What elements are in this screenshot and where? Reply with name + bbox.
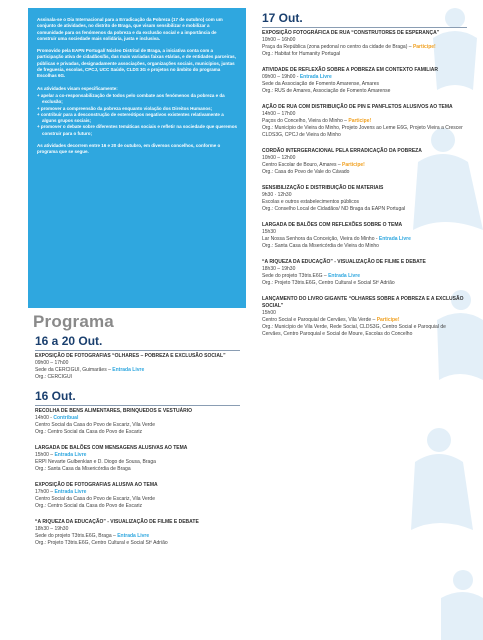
event-place-text: Sede da Associação de Fomento Amarense, Amares <box>262 81 380 87</box>
event-title: CORDÃO INTERGERACIONAL PELA ERRADICAÇÃO DA POBREZA <box>262 148 422 154</box>
event-title: “A RIQUEZA DA EDUCAÇÃO” - VISUALIZAÇÃO DE FILME E DEBATE <box>35 519 199 525</box>
programa-heading: Programa <box>33 312 114 331</box>
event-time-value: 10h00 – 16h00 <box>262 37 296 43</box>
event-organizer: Org.: RUS de Amares, Associação de Fomento Amarense <box>262 88 391 94</box>
event-title: “A RIQUEZA DA EDUCAÇÃO” - VISUALIZAÇÃO DE FILME E DEBATE <box>262 259 426 265</box>
entry-tag: Contribual <box>53 415 79 421</box>
event-place <box>262 199 467 206</box>
event-title: EXPOSIÇÃO FOTOGRÁFICA DE RUA “CONSTRUTORES DE ESPERANÇA” <box>262 30 440 36</box>
event-organizer: Org.: Habitat for Humanity Portugal <box>262 51 341 57</box>
event-organizer: Org.: Casa do Povo de Vale do Cávado <box>262 169 350 175</box>
entry-tag: Entrada Livre <box>112 367 145 373</box>
event-time-value: 15h00 – <box>35 452 55 458</box>
event-organizer: Org.: Município de Vila Verde, Rede Social, CLDS3G, Centro Social e Paroquial de Cervães, Centro Paroquial e Social de Moure, Escolas do Concelho <box>262 324 446 337</box>
intro-paragraph: As atividades decorrem entre 16 e 20 de outubro, em diversos concelhos, conforme o programa que se segue. <box>37 143 221 155</box>
entry-tag: Entrada Livre <box>54 489 87 495</box>
event-item <box>35 408 240 436</box>
event-place <box>262 317 467 324</box>
event-time <box>262 266 467 273</box>
event-time <box>35 415 240 422</box>
entry-tag: Participe! <box>342 162 365 168</box>
event-item <box>262 148 467 176</box>
event-place <box>262 273 467 280</box>
event-place <box>262 162 467 169</box>
event-title: LARGADA DE BALÕES COM REFLEXÕES SOBRE O TEMA <box>262 222 403 228</box>
event-item <box>35 519 240 547</box>
event-item <box>262 67 467 95</box>
event-place-text: Praça da República (zona pedonal no centro da cidade de Braga) – <box>262 44 413 50</box>
event-place-text: Sede do projeto T3tris.E6G, Braga – <box>35 533 118 539</box>
entry-tag: Participe! <box>348 118 372 124</box>
event-title: EXPOSIÇÃO DE FOTOGRAFIAS ALUSIVA AO TEMA <box>35 482 158 488</box>
event-item <box>262 185 467 213</box>
objective-item: + apelar a co-responsabilização de todos pelo combate aos fenómenos da pobreza e da exclusão; <box>37 92 225 105</box>
event-time <box>262 37 467 44</box>
event-title: RECOLHA DE BENS ALIMENTARES, BRINQUEDOS E VESTUÁRIO <box>35 408 193 414</box>
event-place-text: Sede do projeto T3tris.E6G – <box>262 273 329 279</box>
event-title: SENSIBILIZAÇÃO E DISTRIBUIÇÃO DE MATERIAIS <box>262 185 384 191</box>
event-time-value: 18h30 – 19h30 <box>35 526 69 532</box>
event-time <box>262 155 467 162</box>
event-place-text: Escolas e outros estabelecimentos públicos <box>262 199 359 205</box>
event-organizer: Org.: Projeto T3tris.E6G, Centro Cultural e Social Stº Adrião <box>262 280 395 286</box>
entry-tag: Entrada Livre <box>117 533 150 539</box>
event-organizer: Org.: Centro Social da Casa do Povo de Escariz <box>35 429 142 435</box>
event-place <box>35 533 240 540</box>
entry-tag: Entrada Livre <box>299 74 332 80</box>
intro-paragraph: As atividades visam especificamente: <box>37 85 118 91</box>
event-time-value: 15h00 <box>262 310 276 316</box>
event-time <box>262 192 467 199</box>
event-time <box>35 452 240 459</box>
event-time <box>35 360 240 367</box>
program-column-right <box>262 12 467 347</box>
event-time <box>262 111 467 118</box>
entry-tag: Entrada Livre <box>54 452 87 458</box>
event-time-value: 14h00 - <box>35 415 54 421</box>
event-place <box>35 422 240 429</box>
event-time <box>262 229 467 236</box>
event-place-text: Sede da CERCIGUI, Guimarães – <box>35 367 113 373</box>
event-place-text: Centro Social da Casa do Povo de Escariz, Vila Verde <box>35 496 155 502</box>
event-place <box>35 496 240 503</box>
date-heading: 17 Out. <box>262 11 303 25</box>
intro-paragraph: Promovido pela EAPN Portugal/ Núcleo Distrital de Braga, a iniciativa conta com a participação ativa de cidadãos/ãs, das mais variadas faixas etárias, e de entidades parceiras, públicas e privadas, designadamente associações, organizações sociais, municípios, juntas de freguesia, escolas, CPCJ, UCC Saúde, CLDS 3G e projetos no âmbito do programa Escolhas 6G. <box>37 48 236 79</box>
event-organizer: Org.: Conselho Local de Cidadãos/ ND Braga da EAPN Portugal <box>262 206 406 212</box>
event-organizer: Org.: CERCIGUI <box>35 374 72 380</box>
event-title: ATIVIDADE DE REFLEXÃO SOBRE A POBREZA EM CONTEXTO FAMILIAR <box>262 67 438 73</box>
event-time-value: 14h00 – 17h00 <box>262 111 296 117</box>
event-place <box>35 367 240 374</box>
event-time <box>262 310 467 317</box>
date-heading: 16 a 20 Out. <box>35 334 103 348</box>
event-place-text: ERPI Nevarte Gulbenkian e D. Diogo de Sousa, Braga <box>35 459 156 465</box>
event-item <box>262 104 467 139</box>
event-item <box>35 445 240 473</box>
event-item <box>262 30 467 58</box>
event-place-text: Centro Social e Paroquial de Cervães, Vila Verde – <box>262 317 377 323</box>
program-column-left <box>35 335 240 556</box>
event-title: LANÇAMENTO DO LIVRO GIGANTE “OLHARES SOBRE A POBREZA E A EXCLUSÃO SOCIAL” <box>262 296 464 309</box>
event-title: EXPOSIÇÃO DE FOTOGRAFIAS “OLHARES – POBREZA E EXCLUSÃO SOCIAL” <box>35 353 226 359</box>
event-organizer: Org.: Centro Social da Casa do Povo de Escariz <box>35 503 142 509</box>
date-divider <box>35 350 240 351</box>
event-item <box>262 222 467 250</box>
event-place <box>262 236 467 243</box>
event-time-value: 09h00 – 17h00 <box>35 360 69 366</box>
event-time <box>35 526 240 533</box>
objective-item: + promover a compreensão da pobreza enquanto violação dos Direitos Humanos; <box>37 105 213 111</box>
entry-tag: Participe! <box>412 44 436 50</box>
event-place-text: Centro Social da Casa do Povo de Escariz, Vila Verde <box>35 422 155 428</box>
date-divider <box>262 27 467 28</box>
intro-box <box>28 8 246 308</box>
event-organizer: Org.: Santa Casa da Misericórdia de Braga <box>35 466 131 472</box>
event-time-value: 15h30 <box>262 229 276 235</box>
event-title: LARGADA DE BALÕES COM MENSAGENS ALUSIVAS AO TEMA <box>35 445 188 451</box>
event-time-value: 18h30 – 19h30 <box>262 266 296 272</box>
event-place <box>35 459 240 466</box>
event-place-text: Lar Nossa Senhora da Conceição, Vieira do Minho - <box>262 236 379 242</box>
entry-tag: Entrada Livre <box>328 273 361 279</box>
event-time-value: 09h00 – 19h00 - <box>262 74 300 80</box>
date-divider <box>35 405 240 406</box>
event-item <box>262 259 467 287</box>
objective-item: + promover o debate sobre diferentes temáticas sociais e refletir na sociedade que queremos construir para o futuro; <box>37 124 237 136</box>
event-organizer: Org.: Município de Vieira do Minho, Projeto Jovens ao Leme E6G, Projeto Vieira a Crescer CLDS3G, CPCJ de Vieira do Minho <box>262 125 463 138</box>
event-time <box>262 74 467 81</box>
event-item <box>262 296 467 338</box>
event-place <box>262 44 467 51</box>
event-item <box>35 482 240 510</box>
event-organizer: Org.: Projeto T3tris.E6G, Centro Cultural e Social Stº Adrião <box>35 540 168 546</box>
date-heading: 16 Out. <box>35 389 76 403</box>
entry-tag: Participe! <box>376 317 400 323</box>
event-time-value: 10h00 – 12h00 <box>262 155 296 161</box>
event-title: AÇÃO DE RUA COM DISTRIBUIÇÃO DE PIN E PANFLETOS ALUSIVOS AO TEMA <box>262 104 453 110</box>
event-organizer: Org.: Santa Casa da Misericórdia de Vieira do Minho <box>262 243 379 249</box>
objectives-list <box>37 93 237 137</box>
entry-tag: Entrada Livre <box>378 236 411 242</box>
event-item <box>35 353 240 381</box>
event-time <box>35 489 240 496</box>
event-time-value: 17h00 – <box>35 489 55 495</box>
intro-paragraph: Assinala-se o Dia Internacional para a Erradicação da Pobreza (17 de outubro) com um conjunto de atividades, no distrito de Braga, que visam sensibilizar e mobilizar a comunidade para os fenómenos da pobreza e da exclusão social e a importância de construir uma sociedade mais solidária, justa e inclusiva. <box>37 17 223 41</box>
event-place <box>262 81 467 88</box>
event-time-value: 9h30 · 12h30 <box>262 192 292 198</box>
event-place-text: Paços do Concelho, Vieira do Minho – <box>262 118 349 124</box>
event-place-text: Centro Escolar de Bouro, Amares – <box>262 162 343 168</box>
objective-item: + contribuir para a desconstrução de estereótipos negativos existentes relativamente a alguns grupos sociais; <box>37 111 224 124</box>
event-place <box>262 118 467 125</box>
